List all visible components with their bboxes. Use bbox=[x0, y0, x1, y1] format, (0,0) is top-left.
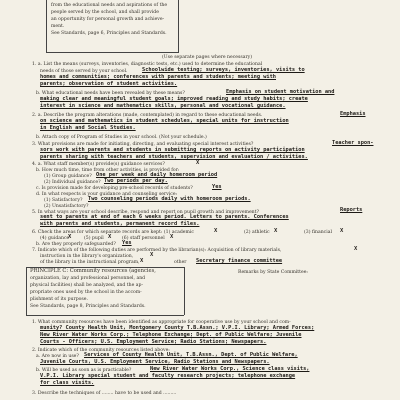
item6-guidance-mark: X bbox=[68, 234, 72, 240]
c2-b-answer: New River Water Works Corp., Science class visits, bbox=[150, 366, 310, 372]
c2-a-answer: Services of County Health Unit, T.B.Assn., Dept. of Public Welfare, bbox=[84, 352, 298, 358]
c2-question: 2. Indicate which of the community resources listed above: bbox=[32, 348, 170, 353]
item6-financial-label: (3) financial bbox=[304, 230, 332, 235]
item7-other-label: other bbox=[174, 260, 187, 265]
item4-a-mark: X bbox=[196, 160, 200, 166]
item1-b-answer: Emphasis on student motivation and bbox=[226, 89, 335, 95]
item4-a-question: 4. a. What staff member(s) provide(s) guidance services? bbox=[32, 162, 165, 167]
item4-b2-answer: Two periods per day. bbox=[104, 178, 168, 184]
top-box-bottom-border bbox=[46, 52, 179, 53]
item4-b-question: b. How much time, time from other activities, is provided for: bbox=[36, 168, 180, 173]
item1-a-answer: homes and communities; conferences with parents and students; meeting with bbox=[40, 74, 276, 80]
item6-pupil-label: (5) pupil bbox=[84, 236, 104, 241]
c3-question-partial: 3. Describe the techniques of ........ have to be used and ......... bbox=[32, 391, 177, 396]
item7-mark: X bbox=[140, 258, 144, 264]
c2-a-answer: Juvenile Courts, U.S. Employment Service, Radio Stations and Newspapers. bbox=[40, 359, 270, 365]
item4-c-answer: Yes bbox=[212, 184, 222, 190]
item5-question: 5. In what ways are your school describe, respond and report on pupil growth and improvement? bbox=[32, 210, 259, 215]
principle-box-left-border bbox=[26, 267, 27, 315]
principle-c-heading: PRINCIPLE C: Community resources (agencies, bbox=[30, 268, 156, 274]
top-box-line: from the educational needs and aspirations of the bbox=[51, 3, 168, 8]
top-box-line: See Standards, page 6, Principles and Standards. bbox=[51, 31, 167, 36]
item5-answer: Reports bbox=[340, 207, 363, 213]
item1-b-answer: making clear and meaningful student goals; improved reading and study habits; create bbox=[40, 96, 308, 102]
item1-a-question: needs of those served by your school. bbox=[40, 69, 128, 74]
item1-a-answer: parents; observation of student activities. bbox=[40, 81, 178, 87]
c1-answer: Courts - Officers; U.S. Employment Service; Radio Stations; Newspapers. bbox=[40, 339, 267, 345]
item3-answer: parents sharing with teachers and students, supervision and evaluation / activities. bbox=[40, 154, 308, 160]
item6-pupil-mark: X bbox=[108, 234, 112, 240]
principle-c-line: propriate ones used by the school in the accom- bbox=[30, 290, 142, 295]
item2-a-answer: Emphasis bbox=[340, 111, 366, 117]
c1-answer: munity? County Health Unit, Montgomery County T.B.Assn.; V.P.I. Library; Armed Forces; bbox=[40, 325, 315, 331]
principle-c-line: See Standards, page 8, Principles and Standards. bbox=[30, 304, 146, 309]
item3-question: 3. What provisions are made for initiating, directing, and evaluating special interest activities? bbox=[32, 142, 254, 147]
item6-b-question: b. Are they properly safeguarded? bbox=[36, 242, 116, 247]
item5-answer: sent to parents at end of each 6 weeks period. Letters to parents. Conferences bbox=[40, 214, 289, 220]
item6-staff-mark: X bbox=[170, 234, 174, 240]
item5-answer: with parents and students, permanent record files. bbox=[40, 221, 200, 227]
c1-answer: New River Water Works Corp.; Telephone Exchange; Dept. of Public Welfare; Juvenile bbox=[40, 332, 302, 338]
c2-b-label: b. Will be used as soon as is practicable? bbox=[36, 368, 132, 373]
item6-staff-label: (6) staff personnel bbox=[122, 236, 165, 241]
item1-b-answer: interest in science and mathematics skills, personal and vocational guidance. bbox=[40, 103, 286, 109]
item4-d-question: d. In what respects is your guidance and counseling service: bbox=[36, 192, 178, 197]
item7-question: of the library in the instructional program, bbox=[40, 260, 140, 265]
principle-c-line: physical facilities) shall be analyzed, and the ap- bbox=[30, 283, 144, 288]
item2-b-question: b. Attach copy of Program of Studies in your school. (Not your schedule.) bbox=[36, 135, 207, 140]
item6-athletic-label: (2) athletic bbox=[244, 230, 270, 235]
item1-b-question: b. What educational needs have been revealed by these means? bbox=[36, 91, 185, 96]
item4-b1-answer: One per week and daily homeroom period bbox=[96, 172, 218, 178]
item1-a-question: 1. a. List the means (surveys, inventories, diagnostic tests, etc.) used to determine the educational bbox=[32, 62, 263, 67]
c1-question: 1. What community resources have been identified as appropriate for cooperative use by your school and com- bbox=[32, 320, 291, 325]
item4-d2-label: (2) Unsatisfactory? bbox=[44, 204, 89, 209]
item4-d1-answer: Two counseling periods daily with homeroom periods. bbox=[88, 196, 251, 202]
item6-b-answer: Yes bbox=[122, 240, 132, 246]
c2-a-label: a. Are now in use? bbox=[36, 354, 79, 359]
item7-question: instruction in the library's organization, bbox=[40, 254, 134, 259]
item2-a-answer: in English and Social Studies. bbox=[40, 125, 136, 131]
principle-c-line: organization, lay and professional personnel, and bbox=[30, 276, 146, 281]
item6-academic-mark: X bbox=[214, 228, 218, 234]
item2-a-question: 2. a. Describe the program alterations (made, contemplated) in regard to these educational needs. bbox=[32, 113, 263, 118]
item6-a-question: 6. Check the areas for which separate records are kept: (1) academic bbox=[32, 230, 194, 235]
c2-b-answer: for class visits. bbox=[40, 380, 95, 386]
top-box-left-border bbox=[46, 0, 47, 52]
top-box-line: people served by the school, and shall provide bbox=[51, 10, 159, 15]
remarks-label: Remarks by State Committee: bbox=[238, 270, 308, 275]
item2-a-answer: on science and mathematics in student schedules, special units for instruction bbox=[40, 118, 289, 124]
principle-box-bottom-border bbox=[26, 315, 184, 316]
item4-b2-label: (2) Individual guidance? bbox=[44, 180, 101, 185]
item7-question: 7. Indicate which of the following duties are performed by the librarian(s): Acquisition of library materials, bbox=[32, 248, 282, 253]
item6-financial-mark: X bbox=[340, 228, 344, 234]
top-box-line: an opportunity for personal growth and achieve- bbox=[51, 17, 165, 22]
item1-a-answer: Schoolwide testing; surveys, inventories, visits to bbox=[142, 67, 305, 73]
item4-c-question: c. Is provision made for developing pre-school records of students? bbox=[36, 186, 193, 191]
principle-box-right-border bbox=[184, 267, 185, 315]
top-box-line: ment. bbox=[51, 24, 65, 29]
item6-guidance-label: (4) guidance bbox=[40, 236, 70, 241]
item7-other-answer: Secretary finance committee bbox=[196, 258, 283, 264]
item3-answer: Teacher spon- bbox=[332, 140, 374, 146]
item4-b1-label: (1) Group guidance? bbox=[44, 174, 92, 179]
item4-d1-label: (1) Satisfactory? bbox=[44, 198, 83, 203]
principle-c-line: plishment of its purpose. bbox=[30, 297, 88, 302]
c2-b-answer: V.P.I. Library special student and faculty research projects; telephone exchange bbox=[40, 373, 296, 379]
item3-answer: sors work with parents and students in submitting reports on activity participation bbox=[40, 147, 305, 153]
item7-mark: X bbox=[354, 246, 358, 252]
top-box-right-border bbox=[178, 0, 179, 52]
separate-pages-note: (Use separate pages where necessary) bbox=[162, 55, 253, 60]
item6-athletic-mark: X bbox=[274, 228, 278, 234]
item7-mark: X bbox=[150, 252, 154, 258]
